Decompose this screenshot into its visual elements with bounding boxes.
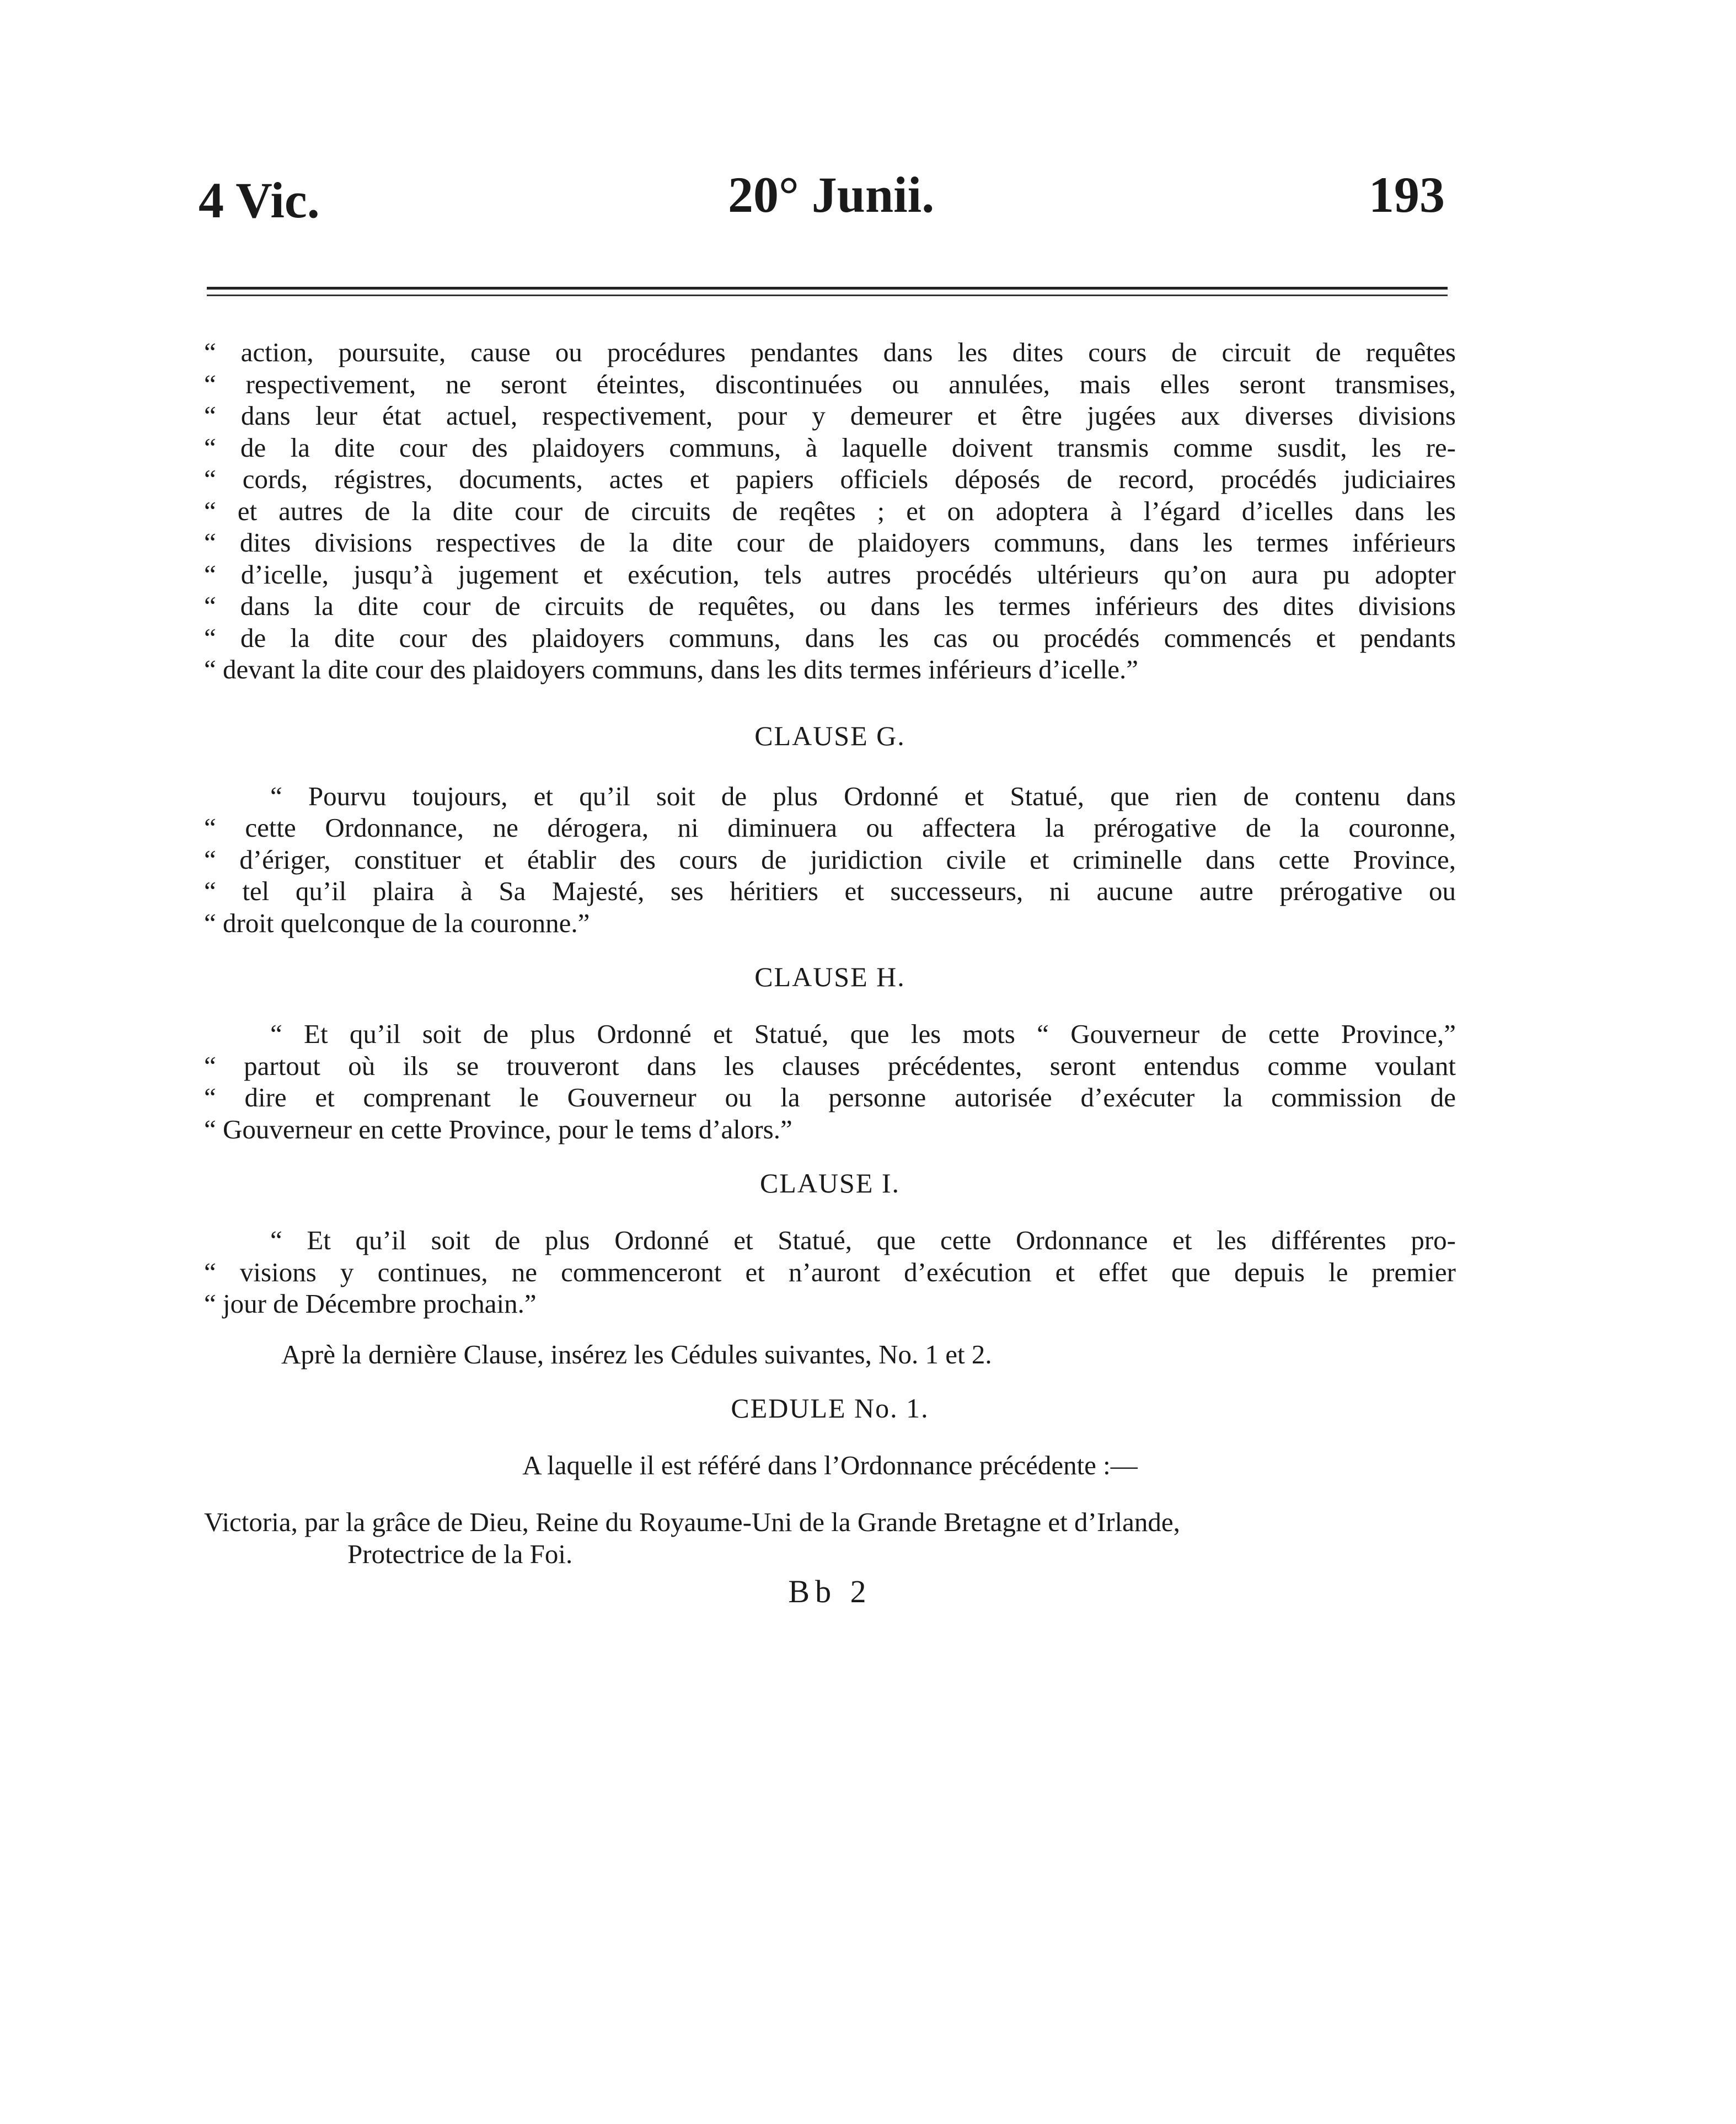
clause-g-heading: CLAUSE G. [754, 720, 905, 751]
text-line: “ cords, régistres, documents, actes et papiers officiels déposés de record, procédés judiciaires [204, 464, 1456, 494]
text-line: “ de la dite cour des plaidoyers communs, à laquelle doivent transmis comme susdit, les re- [204, 432, 1456, 463]
text-line: “ partout où ils se trouveront dans les clauses précédentes, seront entendus comme voulant [204, 1050, 1456, 1081]
text-line: “ tel qu’il plaira à Sa Majesté, ses héritiers et successeurs, ni aucune autre prérogative ou [204, 876, 1456, 906]
clause-h-text [204, 1018, 1456, 1145]
text-line: “ visions y continues, ne commenceront et n’auront d’exécution et effet que depuis le premier [204, 1256, 1456, 1287]
date-heading: 20° Junii. [728, 167, 935, 223]
page-body [204, 336, 1456, 1610]
text-line: “ Et qu’il soit de plus Ordonné et Statué, que cette Ordonnance et les différentes pro- [270, 1225, 1456, 1255]
text-line: “ dire et comprenant le Gouverneur ou la personne autorisée d’exécuter la commission de [204, 1082, 1456, 1112]
regnal-year: 4 Vic. [199, 172, 320, 228]
text-line: “ Gouverneur en cette Province, pour le tems d’alors.” [204, 1114, 792, 1144]
text-line: “ dans leur état actuel, respectivement, pour y demeurer et être jugées aux diverses divisions [204, 400, 1456, 431]
opening-quoted-text [204, 336, 1456, 686]
page-number: 193 [1369, 167, 1445, 223]
clause-i-heading: CLAUSE I. [759, 1168, 901, 1199]
header-rule [207, 287, 1448, 290]
text-line: “ respectivement, ne seront éteintes, discontinuées ou annulées, mais elles seront transmises, [204, 368, 1456, 399]
text-line: “ Pourvu toujours, et qu’il soit de plus Ordonné et Statué, que rien de contenu dans [270, 780, 1456, 811]
clause-h-heading: CLAUSE H. [754, 961, 905, 992]
header-rule-secondary [207, 295, 1448, 296]
text-line: “ et autres de la dite cour de circuits de reqêtes ; et on adoptera à l’égard d’icelles dans les [204, 495, 1456, 526]
text-line: “ d’icelle, jusqu’à jugement et exécution, tels autres procédés ultérieurs qu’on aura pu adopter [204, 559, 1456, 590]
schedule-instruction: Aprè la dernière Clause, insérez les Cédules suivantes, No. 1 et 2. [281, 1339, 992, 1369]
text-line: “ jour de Décembre prochain.” [204, 1288, 537, 1319]
text-line: “ dites divisions respectives de la dite cour de plaidoyers communs, dans les termes inférieurs [204, 527, 1456, 558]
clause-i-text [204, 1224, 1456, 1320]
text-line: “ dans la dite cour de circuits de requêtes, ou dans les termes inférieurs des dites divisions [204, 591, 1456, 621]
text-line: “ de la dite cour des plaidoyers communs, dans les cas ou procédés commencés et pendants [204, 622, 1456, 653]
text-line: “ action, poursuite, cause ou procédures pendantes dans les dites cours de circuit de requêtes [204, 337, 1456, 367]
text-line: “ devant la dite cour des plaidoyers communs, dans les dits termes inférieurs d’icelle.” [204, 654, 1139, 684]
clause-g-text [204, 780, 1456, 939]
cedule-heading: CEDULE No. 1. [731, 1393, 929, 1424]
signature-mark: Bb 2 [788, 1574, 872, 1609]
text-line: “ droit quelconque de la couronne.” [204, 907, 590, 938]
cedule-subtitle: A laquelle il est référé dans l’Ordonnance précédente :— [522, 1450, 1138, 1480]
text-line: “ cette Ordonnance, ne dérogera, ni diminuera ou affectera la prérogative de la couronne, [204, 812, 1456, 843]
text-line: “ Et qu’il soit de plus Ordonné et Statué, que les mots “ Gouverneur de cette Province,” [270, 1019, 1456, 1049]
page-header [199, 167, 1445, 237]
cedule-line-2: Protectrice de la Foi. [347, 1538, 573, 1569]
cedule-line-1: Victoria, par la grâce de Dieu, Reine du Royaume-Uni de la Grande Bretagne et d’Irlande, [204, 1507, 1180, 1537]
text-line: “ d’ériger, constituer et établir des cours de juridiction civile et criminelle dans cette Province, [204, 844, 1456, 875]
